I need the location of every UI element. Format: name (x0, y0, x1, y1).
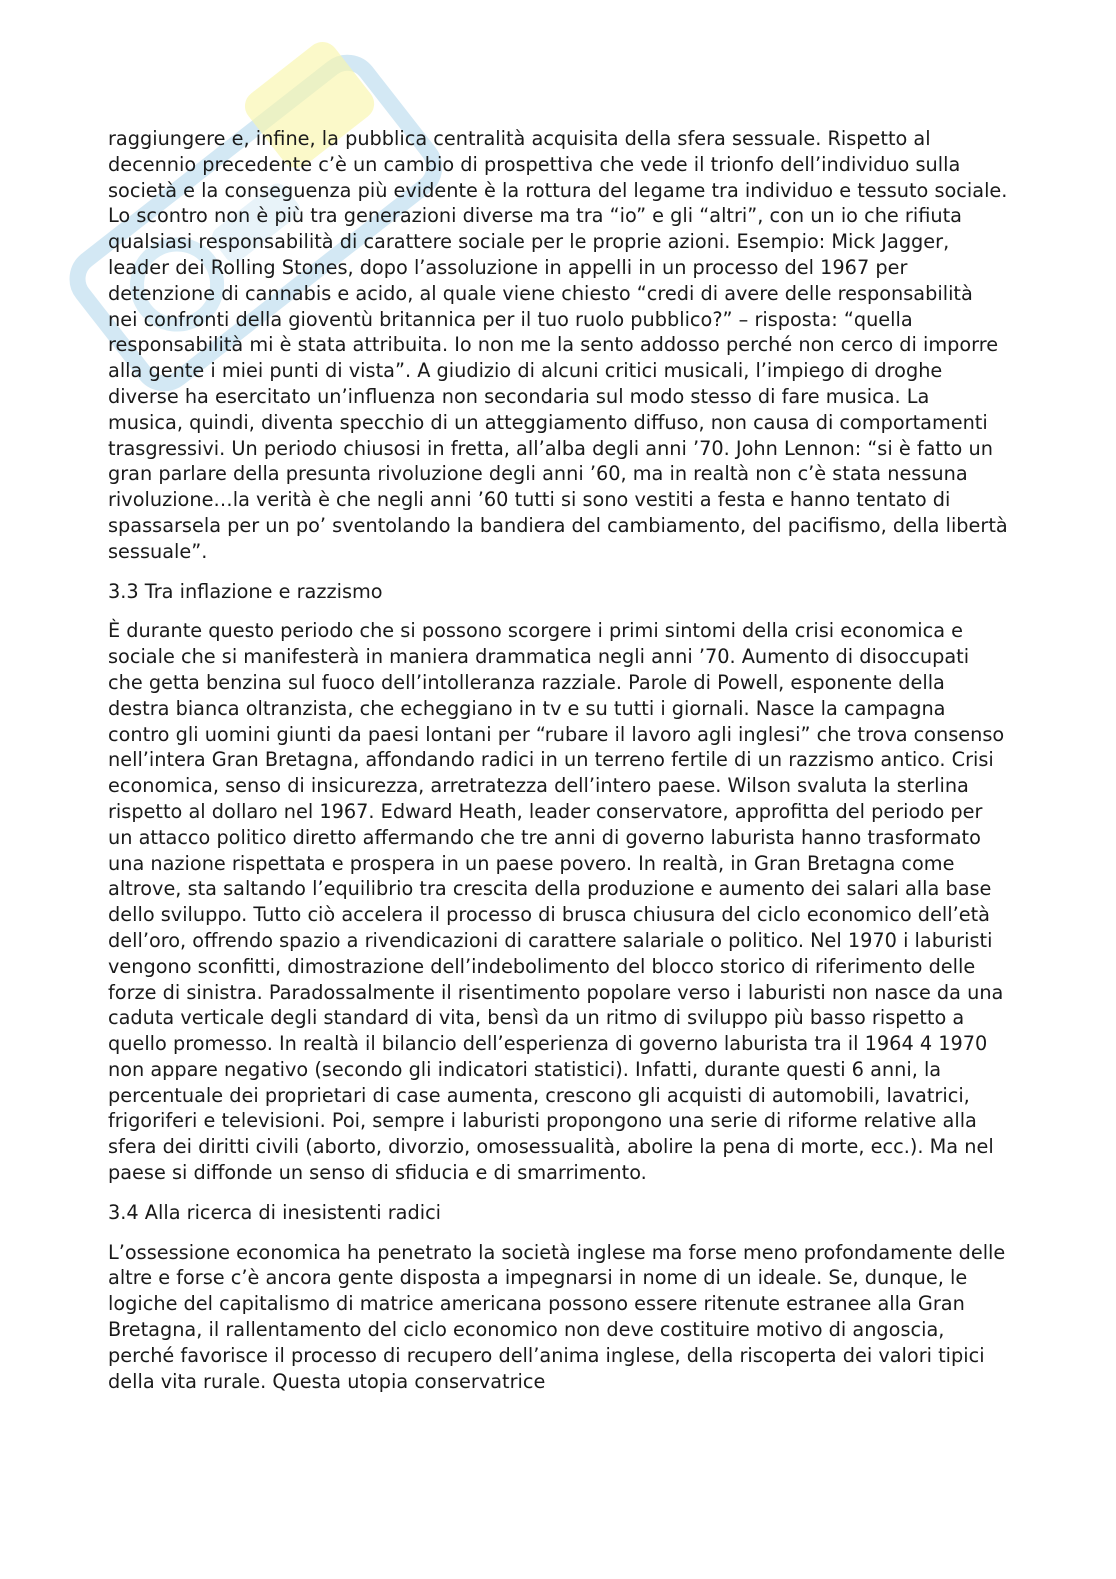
document-body (108, 126, 1008, 1408)
paragraph-body-3: L’ossessione economica ha penetrato la società inglese ma forse meno profondamente delle altre e forse c’è ancora gente disposta a impegnarsi in nome di un ideale. Se, dunque, le logiche del capitalismo di matrice americana possono essere ritenute estranee alla Gran Bretagna, il rallentamento del ciclo economico non deve costituire motivo di angoscia, perché favorisce il processo di recupero dell’anima inglese, della riscoperta dei valori tipici della vita rurale. Questa utopia conservatrice (108, 1240, 1006, 1393)
paragraph-body-1: raggiungere e, infine, la pubblica centralità acquisita della sfera sessuale. Rispetto al decennio precedente c’è un cambio di prospettiva che vede il trionfo dell’individuo sulla società e la conseguenza più evidente è la rottura del legame tra individuo e tessuto sociale. Lo scontro non è più tra generazioni diverse ma tra “io” e gli “altri”, con un io che rifiuta qualsiasi responsabilità di carattere sociale per le proprie azioni. Esempio: Mick Jagger, leader dei Rolling Stones, dopo l’assoluzione in appelli in un processo del 1967 per detenzione di cannabis e acido, al quale viene chiesto “credi di avere delle responsabilità nei confronti della gioventù britannica per il tuo ruolo pubblico?” – risposta: “quella responsabilità mi è stata attribuita. Io non me la sento addosso perché non cerco di imporre alla gente i miei punti di vista”. A giudizio di alcuni critici musicali, l’impiego di droghe diverse ha esercitato un’influenza non secondaria sul modo stesso di fare musica. La musica, quindi, diventa specchio di un atteggiamento diffuso, non causa di comportamenti trasgressivi. Un periodo chiusosi in fretta, all’alba degli anni ’70. John Lennon: “si è fatto un gran parlare della presunta rivoluzione degli anni ’60, ma in realtà non c’è stata nessuna rivoluzione…la verità è che negli anni ’60 tutti si sono vestiti a festa e hanno tentato di spassarsela per un po’ sventolando la bandiera del cambiamento, del pacifismo, della libertà sessuale”. (108, 127, 1008, 563)
section-heading-3-4: 3.4 Alla ricerca di inesistenti radici (108, 1200, 442, 1224)
paragraph-body-2: È durante questo periodo che si possono scorgere i primi sintomi della crisi economica e sociale che si manifesterà in maniera drammatica negli anni ’70. Aumento di disoccupati che getta benzina sul fuoco dell’intolleranza razziale. Parole di Powell, esponente della destra bianca oltranzista, che echeggiano in tv e su tutti i giornali. Nasce la campagna contro gli uomini giunti da paesi lontani per “rubare il lavoro agli inglesi” che trova consenso nell’intera Gran Bretagna, affondando radici in un terreno fertile di un razzismo antico. Crisi economica, senso di insicurezza, arretratezza dell’intero paese. Wilson svaluta la sterlina rispetto al dollaro nel 1967. Edward Heath, leader conservatore, approfitta del periodo per un attacco politico diretto affermando che tre anni di governo laburista hanno trasformato una nazione rispettata e prospera in un paese povero. In realtà, in Gran Bretagna come altrove, sta saltando l’equilibrio tra crescita della produzione e aumento dei salari alla base dello sviluppo. Tutto ciò accelera il processo di brusca chiusura del ciclo economico dell’età dell’oro, offrendo spazio a rivendicazioni di carattere salariale o politico. Nel 1970 i laburisti vengono sconfitti, dimostrazione dell’indebolimento del blocco storico di riferimento delle forze di sinistra. Paradossalmente il risentimento popolare verso i laburisti non nasce da una caduta verticale degli standard di vita, bensì da un ritmo di sviluppo più basso rispetto a quello promesso. In realtà il bilancio dell’esperienza di governo laburista tra il 1964 4 1970 non appare negativo (secondo gli indicatori statistici). Infatti, durante questi 6 anni, la percentuale dei proprietari di case aumenta, crescono gli acquisti di automobili, lavatrici, frigoriferi e televisioni. Poi, sempre i laburisti propongono una serie di riforme relative alla sfera dei diritti civili (aborto, divorzio, omosessualità, abolire la pena di morte, ecc.). Ma nel paese si diffonde un senso di sfiducia e di smarrimento. (108, 619, 1005, 1185)
section-heading-3-3: 3.3 Tra inflazione e razzismo (108, 579, 383, 603)
